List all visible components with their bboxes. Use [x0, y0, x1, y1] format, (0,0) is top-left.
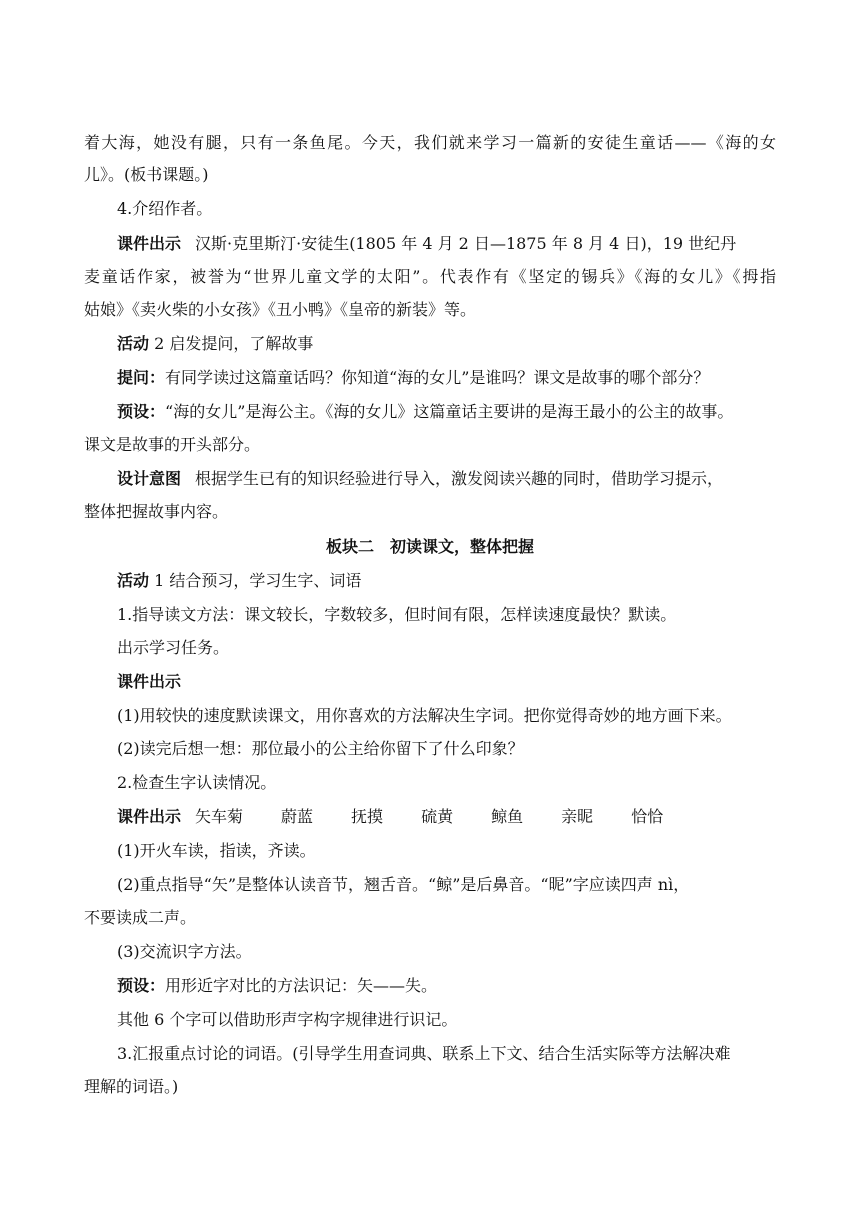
vocab-word: 抚摸: [351, 807, 384, 826]
vocab-word: 硫黄: [421, 807, 454, 826]
design-intent-text: 根据学生已有的知识经验进行导入，激发阅读兴趣的同时，借助学习提示，: [195, 469, 724, 488]
task-item: (1)用较快的速度默读课文，用你喜欢的方法解决生字词。把你觉得奇妙的地方画下来。: [117, 706, 732, 725]
step-line: 1.指导读文方法：课文较长，字数较多，但时间有限，怎样读速度最快？默读。: [117, 605, 677, 624]
courseware-label: 课件出示: [117, 807, 182, 826]
paragraph-line: 姑娘》《卖火柴的小女孩》《丑小鸭》《皇帝的新装》等。: [84, 300, 477, 319]
paragraph-line: 儿》。(板书课题。): [84, 165, 209, 184]
paragraph-line: 着大海，她没有腿，只有一条鱼尾。今天，我们就来学习一篇新的安徒生童话——《海的女: [84, 133, 776, 152]
sub-item: (1)开火车读，指读，齐读。: [117, 841, 316, 860]
design-intent-line: [117, 468, 723, 490]
sub-item: (2)重点指导“矢”是整体认读音节，翘舌音。“鲸”是后鼻音。“昵”字应读四声 nì，: [117, 875, 690, 894]
step-heading: 4.介绍作者。: [117, 199, 213, 218]
design-intent-label: 设计意图: [117, 469, 182, 488]
task-item: (2)读完后想一想：那位最小的公主给你留下了什么印象？: [117, 739, 524, 758]
activity-label: 活动: [117, 571, 150, 590]
paragraph-line: 不要读成二声。: [84, 908, 197, 927]
section-title: 板块二 初读课文，整体把握: [325, 537, 534, 556]
activity-heading: [117, 570, 361, 592]
activity-title: 1 结合预习，学习生字、词语: [154, 571, 362, 590]
preset-text: 用形近字对比的方法识记：矢——失。: [165, 976, 438, 995]
vocab-word: 蔚蓝: [281, 807, 314, 826]
vocab-word: 恰恰: [631, 807, 664, 826]
vocabulary-line: [117, 806, 663, 828]
vocab-word: 鲸鱼: [491, 807, 524, 826]
paragraph-line: 出示学习任务。: [117, 638, 230, 657]
activity-label: 活动: [117, 334, 150, 353]
author-intro-text: 汉斯·克里斯汀·安徒生(1805 年 4 月 2 日—1875 年 8 月 4 日)，19 世纪丹: [195, 234, 737, 253]
courseware-line: [117, 233, 736, 255]
preset-line: [117, 975, 437, 997]
preset-line: [117, 401, 733, 423]
activity-heading: [117, 333, 313, 355]
courseware-label: 课件出示: [117, 234, 182, 253]
paragraph-line: 其他 6 个字可以借助形声字构字规律进行识记。: [117, 1010, 458, 1029]
question-text: 有同学读过这篇童话吗？你知道“海的女儿”是谁吗？课文是故事的哪个部分？: [165, 368, 710, 387]
activity-title: 2 启发提问，了解故事: [154, 334, 314, 353]
preset-label: 预设：: [117, 402, 166, 421]
paragraph-line: 整体把握故事内容。: [84, 502, 229, 521]
vocab-word: 矢车菊: [195, 807, 244, 826]
vocab-word: 亲昵: [561, 807, 594, 826]
paragraph-line: 理解的词语。): [84, 1077, 179, 1096]
preset-label: 预设：: [117, 976, 166, 995]
step-line: 2.检查生字认读情况。: [117, 773, 277, 792]
sub-item: (3)交流识字方法。: [117, 942, 252, 961]
question-label: 提问：: [117, 368, 166, 387]
courseware-label: 课件出示: [117, 672, 182, 691]
paragraph-line: 课文是故事的开头部分。: [84, 435, 261, 454]
preset-text: “海的女儿”是海公主。《海的女儿》这篇童话主要讲的是海王最小的公主的故事。: [165, 402, 734, 421]
paragraph-line: 麦童话作家，被誉为“世界儿童文学的太阳”。代表作有《坚定的锡兵》《海的女儿》《拇指: [84, 267, 776, 286]
question-line: [117, 367, 709, 389]
step-line: 3.汇报重点讨论的词语。(引导学生用查词典、联系上下文、结合生活实际等方法解决难: [117, 1044, 731, 1063]
